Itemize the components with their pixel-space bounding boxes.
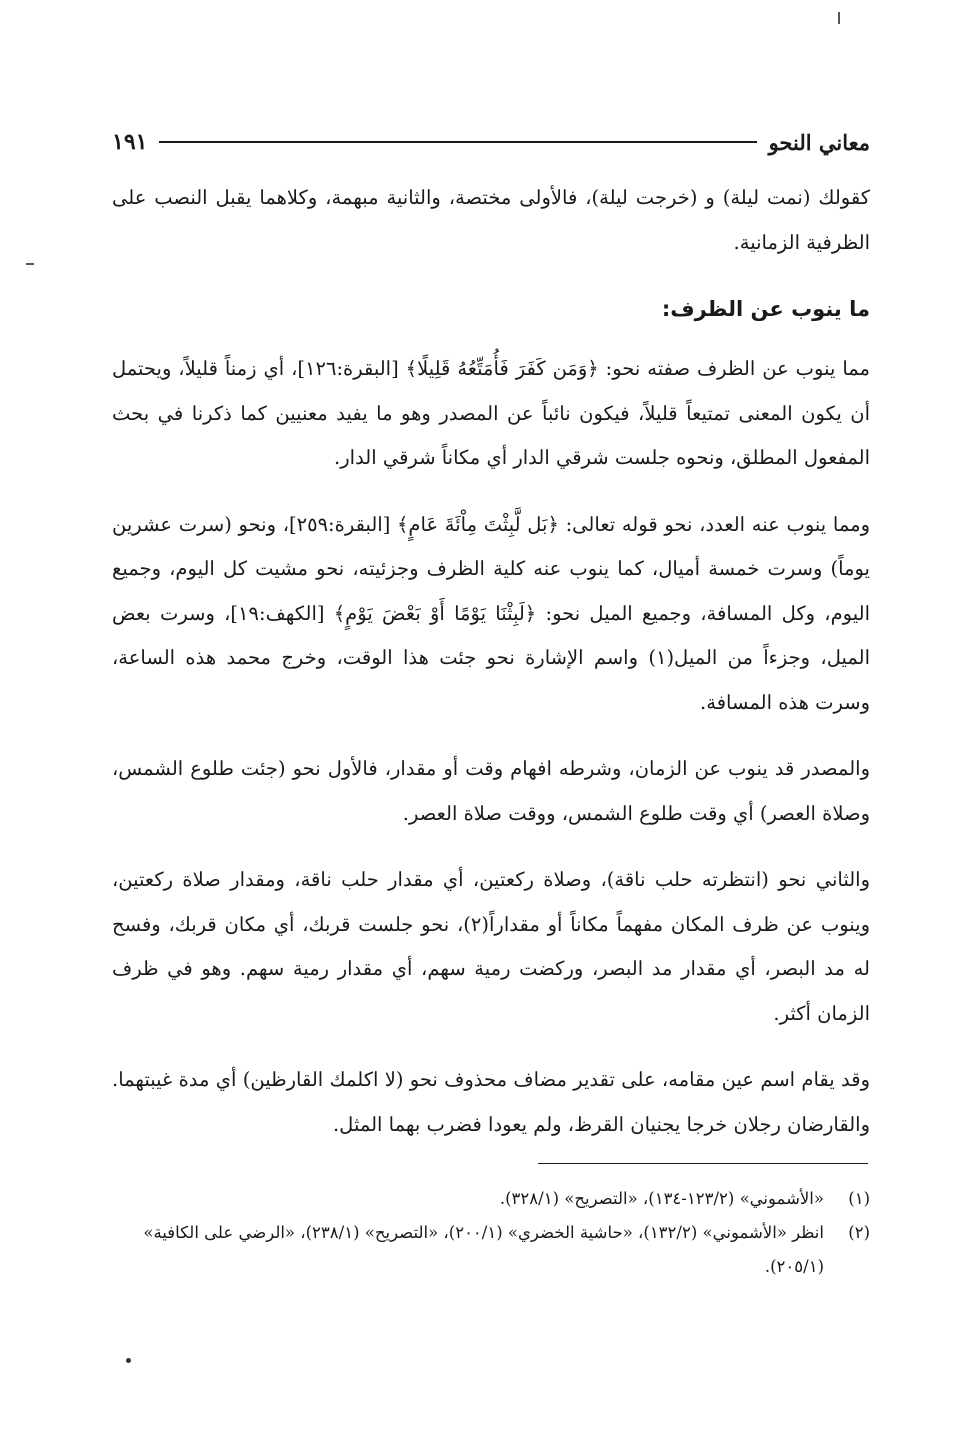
scan-mark (838, 12, 840, 24)
scan-mark (26, 263, 34, 265)
section-heading: ما ينوب عن الظرف: (661, 297, 870, 321)
paragraph-4: والثاني نحو (انتظرته حلب ناقة)، وصلاة ركعتين، أي مقدار حلب ناقة، ومقدار صلاة ركعتين، وينوب عن ظرف المكان مفهماً مكاناً أو مقداراً(٢)، نحو جلست قربك، أي مكان قربك، وفسح له مد البصر، أي مقدار مد البصر، وركضت رمية سهم، أي مقدار رمية سهم. وهو في ظرف الزمان أكثر. (112, 868, 870, 1025)
footnote (112, 1216, 870, 1284)
paragraph-2: ومما ينوب عنه العدد، نحو قوله تعالى: ﴿بَل لَّبِثْتَ مِاْئَةَ عَامٍ﴾ [البقرة:٢٥٩]، ونحو (سرت عشرين يوماً) وسرت خمسة أميال، كما ينوب عنه كلية الظرف وجزئيته، نحو مشيت كل اليوم، وجميع اليوم، وكل المسافة، وجميع الميل نحو: ﴿لَبِثْنَا يَوْمًا أَوْ بَعْضَ يَوْمٍ﴾ [الكهف:١٩]، وسرت بعض الميل، وجزءاً من الميل(١) واسم الإشارة نحو جئت هذا الوقت، وخرج محمد هذه الساعة، وسرت هذه المسافة. (112, 512, 870, 714)
paragraph-3: والمصدر قد ينوب عن الزمان، وشرطه افهام وقت أو مقدار، فالأول نحو (جئت طلوع الشمس، وصلاة العصر) أي وقت طلوع الشمس، ووقت صلاة العصر. (112, 757, 870, 825)
main-text (112, 176, 870, 1169)
footnote-text: «الأشموني» (١٢٣/٢-١٣٤)، «التصريح» (٣٢٨/١). (499, 1189, 824, 1208)
footnote (112, 1182, 870, 1216)
paragraph-5: وقد يقام اسم عين مقامه، على تقدير مضاف محذوف نحو (لا اكلمك القارظين) أي مدة غيبتهما. والقارضان رجلان خرجا يجنيان القرظ، ولم يعودا فضرب بهما المثل. (112, 1068, 870, 1136)
header-rule (159, 141, 756, 143)
footnote-number: (١) (848, 1189, 870, 1208)
paragraph-intro: كقولك (نمت ليلة) و (خرجت ليلة)، فالأولى مختصة، والثانية مبهمة، وكلاهما يقبل النصب على الظرفية الزمانية. (112, 186, 870, 254)
running-header (112, 122, 870, 162)
paragraph-1: مما ينوب عن الظرف صفته نحو: ﴿وَمَن كَفَرَ فَأُمَتِّعُهُ قَلِيلًا﴾ [البقرة:١٢٦]، أي زمناً قليلاً، ويحتمل أن يكون المعنى تمتيعاً قليلاً، فيكون نائباً عن المصدر وهو ما يفيد معنيين كما ذكرنا في بحث المفعول المطلق، ونحوه جلست شرقي الدار أي مكاناً شرقي الدار. (112, 357, 871, 469)
footnote-text: انظر «الأشموني» (١٣٢/٢)، «حاشية الخضري» (٢٠٠/١)، «التصريح» (٢٣٨/١)، «الرضي على الكافية» (٢٠٥/١). (143, 1223, 824, 1276)
header-title: معاني النحو (768, 129, 870, 155)
page-number: ١٩١ (112, 129, 148, 155)
footnotes (112, 1182, 870, 1284)
footnote-rule (538, 1163, 868, 1164)
scan-speck (126, 1358, 131, 1363)
footnote-number: (٢) (848, 1223, 870, 1242)
